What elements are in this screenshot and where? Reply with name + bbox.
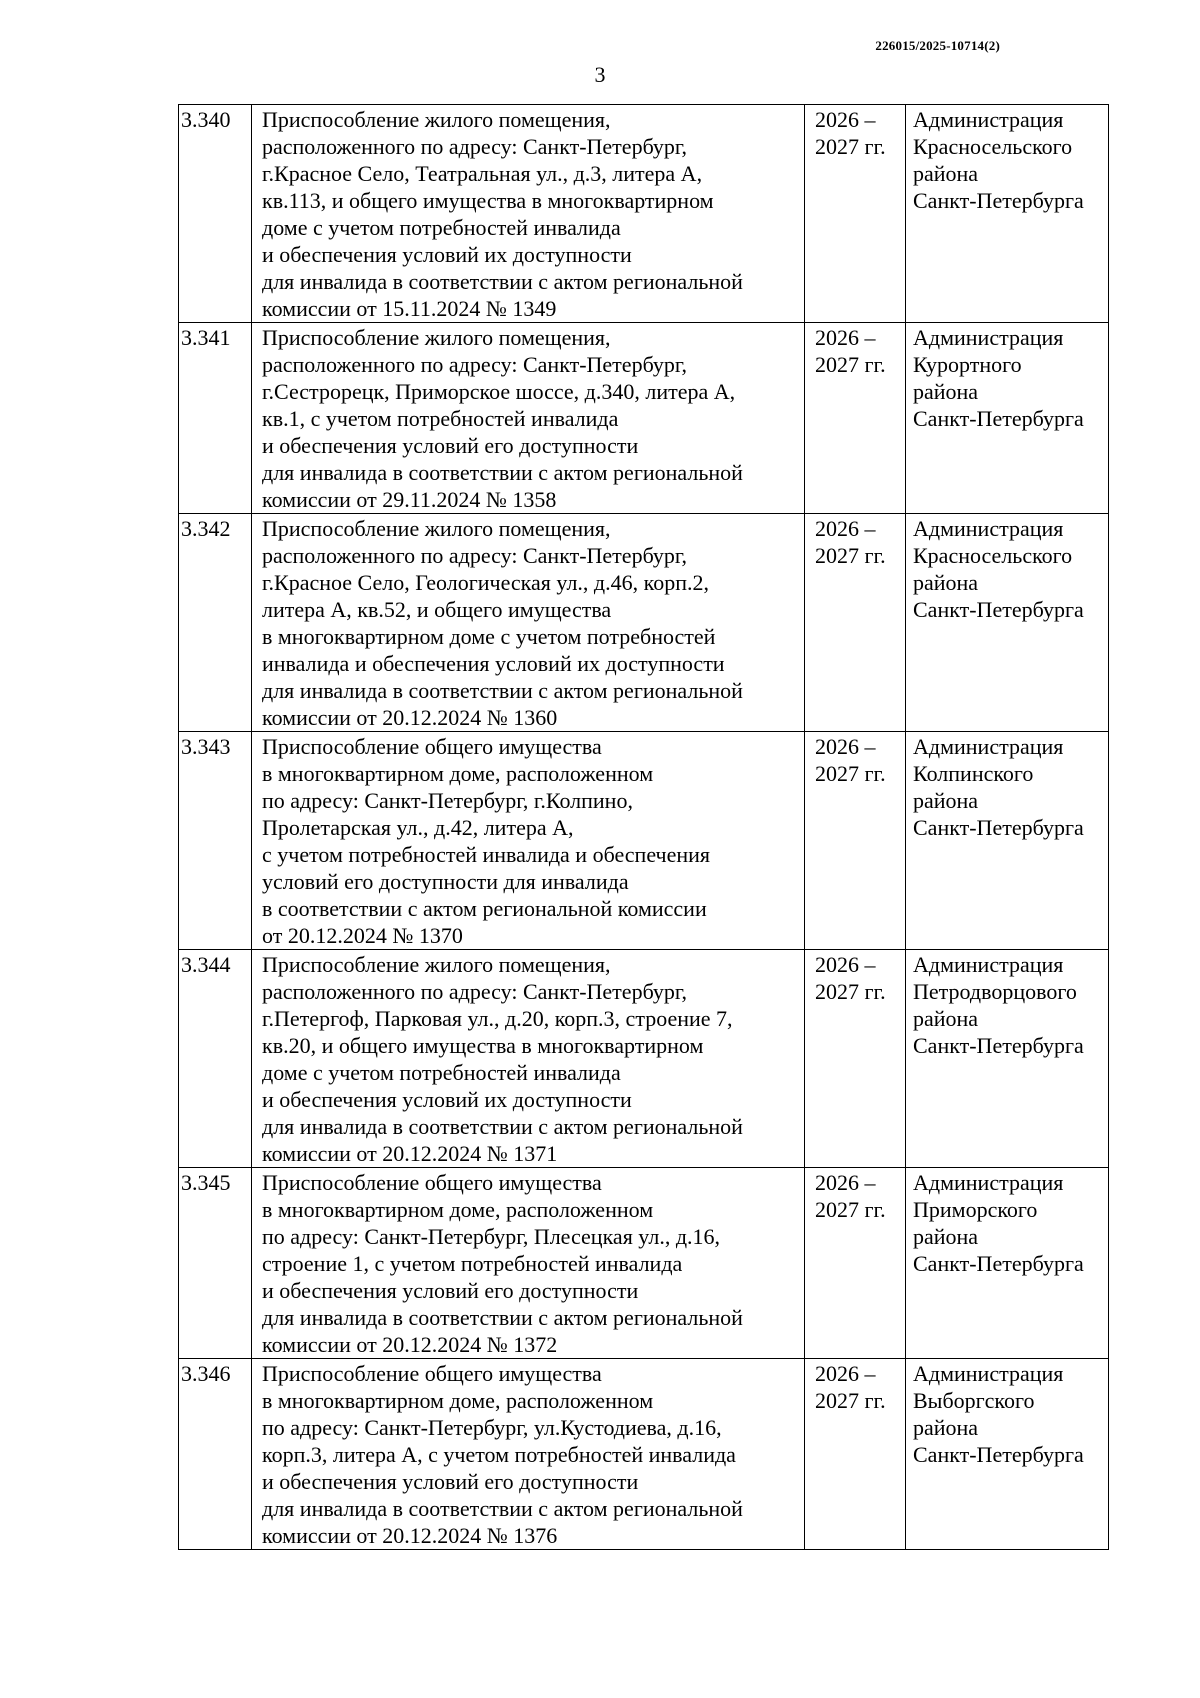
responsible-executor-line: Колпинского <box>913 761 1034 786</box>
responsible-executor <box>906 1168 1109 1359</box>
implementation-period-line: 2026 – <box>815 952 876 977</box>
responsible-executor-line: Санкт-Петербурга <box>913 188 1084 213</box>
measure-description-line: для инвалида в соответствии с актом региональной <box>262 678 743 703</box>
measure-description-line: Приспособление общего имущества <box>262 734 602 759</box>
responsible-executor-line: Петродворцового <box>913 979 1077 1004</box>
document-id: 226015/2025-10714(2) <box>875 38 1000 53</box>
implementation-period-line: 2026 – <box>815 1170 876 1195</box>
responsible-executor-line: Администрация <box>913 325 1064 350</box>
measure-description-line: кв.113, и общего имущества в многоквартирном <box>262 188 714 213</box>
measure-description <box>252 514 805 732</box>
implementation-period-line: 2026 – <box>815 734 876 759</box>
measure-description-line: г.Красное Село, Геологическая ул., д.46, корп.2, <box>262 570 709 595</box>
responsible-executor-line: района <box>913 1006 979 1031</box>
implementation-period <box>805 732 906 950</box>
measure-description-line: Приспособление жилого помещения, <box>262 952 611 977</box>
measure-description-line: для инвалида в соответствии с актом региональной <box>262 460 743 485</box>
responsible-executor <box>906 105 1109 323</box>
responsible-executor <box>906 732 1109 950</box>
responsible-executor-line: района <box>913 1415 979 1440</box>
responsible-executor-line: Санкт-Петербурга <box>913 815 1084 840</box>
row-number: 3.340 <box>179 105 252 323</box>
measure-description-line: расположенного по адресу: Санкт-Петербург, <box>262 979 687 1004</box>
measure-description-line: кв.20, и общего имущества в многоквартирном <box>262 1033 704 1058</box>
measure-description-line: по адресу: Санкт-Петербург, г.Колпино, <box>262 788 633 813</box>
measure-description-line: в многоквартирном доме, расположенном <box>262 761 654 786</box>
measure-description-line: с учетом потребностей инвалида и обеспечения <box>262 842 711 867</box>
responsible-executor <box>906 323 1109 514</box>
implementation-period <box>805 514 906 732</box>
responsible-executor-line: района <box>913 570 979 595</box>
responsible-executor <box>906 514 1109 732</box>
responsible-executor-line: Санкт-Петербурга <box>913 597 1084 622</box>
implementation-period-line: 2027 гг. <box>815 1197 886 1222</box>
measure-description-line: расположенного по адресу: Санкт-Петербург, <box>262 543 687 568</box>
measures-table <box>178 104 1109 1550</box>
measure-description <box>252 950 805 1168</box>
table-row <box>179 323 1109 514</box>
measure-description-line: в многоквартирном доме, расположенном <box>262 1197 654 1222</box>
measure-description-line: г.Сестрорецк, Приморское шоссе, д.340, литера А, <box>262 379 736 404</box>
implementation-period <box>805 1168 906 1359</box>
measure-description-line: комиссии от 20.12.2024 № 1371 <box>262 1141 558 1166</box>
measure-description-line: Приспособление жилого помещения, <box>262 325 611 350</box>
measure-description-line: Приспособление общего имущества <box>262 1170 602 1195</box>
measure-description-line: от 20.12.2024 № 1370 <box>262 923 463 948</box>
measure-description <box>252 1359 805 1550</box>
responsible-executor-line: Администрация <box>913 1361 1064 1386</box>
row-number: 3.346 <box>179 1359 252 1550</box>
measure-description-line: и обеспечения условий его доступности <box>262 1278 639 1303</box>
implementation-period-line: 2027 гг. <box>815 543 886 568</box>
responsible-executor-line: района <box>913 161 979 186</box>
measure-description-line: литера А, кв.52, и общего имущества <box>262 597 612 622</box>
measure-description-line: для инвалида в соответствии с актом региональной <box>262 1305 743 1330</box>
responsible-executor-line: района <box>913 788 979 813</box>
measure-description-line: и обеспечения условий их доступности <box>262 1087 632 1112</box>
measure-description-line: в многоквартирном доме, расположенном <box>262 1388 654 1413</box>
implementation-period-line: 2027 гг. <box>815 979 886 1004</box>
measure-description <box>252 105 805 323</box>
measure-description-line: условий его доступности для инвалида <box>262 869 629 894</box>
responsible-executor-line: Администрация <box>913 952 1064 977</box>
responsible-executor-line: Администрация <box>913 1170 1064 1195</box>
measure-description-line: строение 1, с учетом потребностей инвалида <box>262 1251 683 1276</box>
implementation-period-line: 2026 – <box>815 325 876 350</box>
measure-description-line: Приспособление жилого помещения, <box>262 516 611 541</box>
implementation-period-line: 2026 – <box>815 1361 876 1386</box>
measure-description-line: комиссии от 20.12.2024 № 1372 <box>262 1332 558 1357</box>
measure-description <box>252 1168 805 1359</box>
measure-description-line: и обеспечения условий его доступности <box>262 1469 639 1494</box>
implementation-period-line: 2027 гг. <box>815 1388 886 1413</box>
measure-description-line: г.Петергоф, Парковая ул., д.20, корп.3, строение 7, <box>262 1006 733 1031</box>
implementation-period-line: 2026 – <box>815 516 876 541</box>
implementation-period-line: 2027 гг. <box>815 134 886 159</box>
measure-description-line: для инвалида в соответствии с актом региональной <box>262 1496 743 1521</box>
responsible-executor-line: Санкт-Петербурга <box>913 1033 1084 1058</box>
table-row <box>179 105 1109 323</box>
table-row <box>179 732 1109 950</box>
measure-description-line: расположенного по адресу: Санкт-Петербург, <box>262 134 687 159</box>
table-row <box>179 1359 1109 1550</box>
measure-description-line: Приспособление общего имущества <box>262 1361 602 1386</box>
implementation-period <box>805 950 906 1168</box>
responsible-executor-line: Приморского <box>913 1197 1038 1222</box>
implementation-period <box>805 323 906 514</box>
measure-description-line: комиссии от 29.11.2024 № 1358 <box>262 487 557 512</box>
responsible-executor-line: района <box>913 379 979 404</box>
table-row <box>179 514 1109 732</box>
responsible-executor-line: Красносельского <box>913 134 1073 159</box>
row-number: 3.345 <box>179 1168 252 1359</box>
implementation-period-line: 2027 гг. <box>815 761 886 786</box>
implementation-period <box>805 1359 906 1550</box>
table-body <box>179 105 1109 1550</box>
measure-description-line: Пролетарская ул., д.42, литера А, <box>262 815 574 840</box>
table-row <box>179 1168 1109 1359</box>
measure-description-line: в соответствии с актом региональной комиссии <box>262 896 707 921</box>
measure-description-line: расположенного по адресу: Санкт-Петербург, <box>262 352 687 377</box>
implementation-period-line: 2027 гг. <box>815 352 886 377</box>
page-number: 3 <box>594 62 606 87</box>
row-number: 3.342 <box>179 514 252 732</box>
measure-description-line: по адресу: Санкт-Петербург, Плесецкая ул., д.16, <box>262 1224 721 1249</box>
measure-description <box>252 732 805 950</box>
responsible-executor-line: Курортного <box>913 352 1022 377</box>
responsible-executor-line: Администрация <box>913 734 1064 759</box>
measure-description-line: доме с учетом потребностей инвалида <box>262 1060 621 1085</box>
measure-description-line: и обеспечения условий их доступности <box>262 242 632 267</box>
responsible-executor-line: Администрация <box>913 516 1064 541</box>
measure-description-line: комиссии от 20.12.2024 № 1376 <box>262 1523 558 1548</box>
table-row <box>179 950 1109 1168</box>
responsible-executor-line: Санкт-Петербурга <box>913 1442 1084 1467</box>
responsible-executor <box>906 950 1109 1168</box>
measure-description-line: для инвалида в соответствии с актом региональной <box>262 269 743 294</box>
measure-description-line: в многоквартирном доме с учетом потребностей <box>262 624 716 649</box>
measure-description-line: для инвалида в соответствии с актом региональной <box>262 1114 743 1139</box>
responsible-executor-line: Красносельского <box>913 543 1073 568</box>
measure-description-line: комиссии от 15.11.2024 № 1349 <box>262 296 557 321</box>
row-number: 3.343 <box>179 732 252 950</box>
responsible-executor-line: Администрация <box>913 107 1064 132</box>
responsible-executor-line: Санкт-Петербурга <box>913 1251 1084 1276</box>
responsible-executor-line: Выборгского <box>913 1388 1035 1413</box>
implementation-period <box>805 105 906 323</box>
measure-description-line: инвалида и обеспечения условий их доступности <box>262 651 725 676</box>
row-number: 3.341 <box>179 323 252 514</box>
measure-description-line: комиссии от 20.12.2024 № 1360 <box>262 705 558 730</box>
measure-description-line: Приспособление жилого помещения, <box>262 107 611 132</box>
row-number: 3.344 <box>179 950 252 1168</box>
measure-description-line: корп.3, литера А, с учетом потребностей инвалида <box>262 1442 736 1467</box>
measure-description-line: кв.1, с учетом потребностей инвалида <box>262 406 619 431</box>
responsible-executor-line: района <box>913 1224 979 1249</box>
measure-description <box>252 323 805 514</box>
measure-description-line: и обеспечения условий его доступности <box>262 433 639 458</box>
responsible-executor-line: Санкт-Петербурга <box>913 406 1084 431</box>
measure-description-line: доме с учетом потребностей инвалида <box>262 215 621 240</box>
implementation-period-line: 2026 – <box>815 107 876 132</box>
measure-description-line: по адресу: Санкт-Петербург, ул.Кустодиева, д.16, <box>262 1415 722 1440</box>
measure-description-line: г.Красное Село, Театральная ул., д.3, литера А, <box>262 161 703 186</box>
responsible-executor <box>906 1359 1109 1550</box>
